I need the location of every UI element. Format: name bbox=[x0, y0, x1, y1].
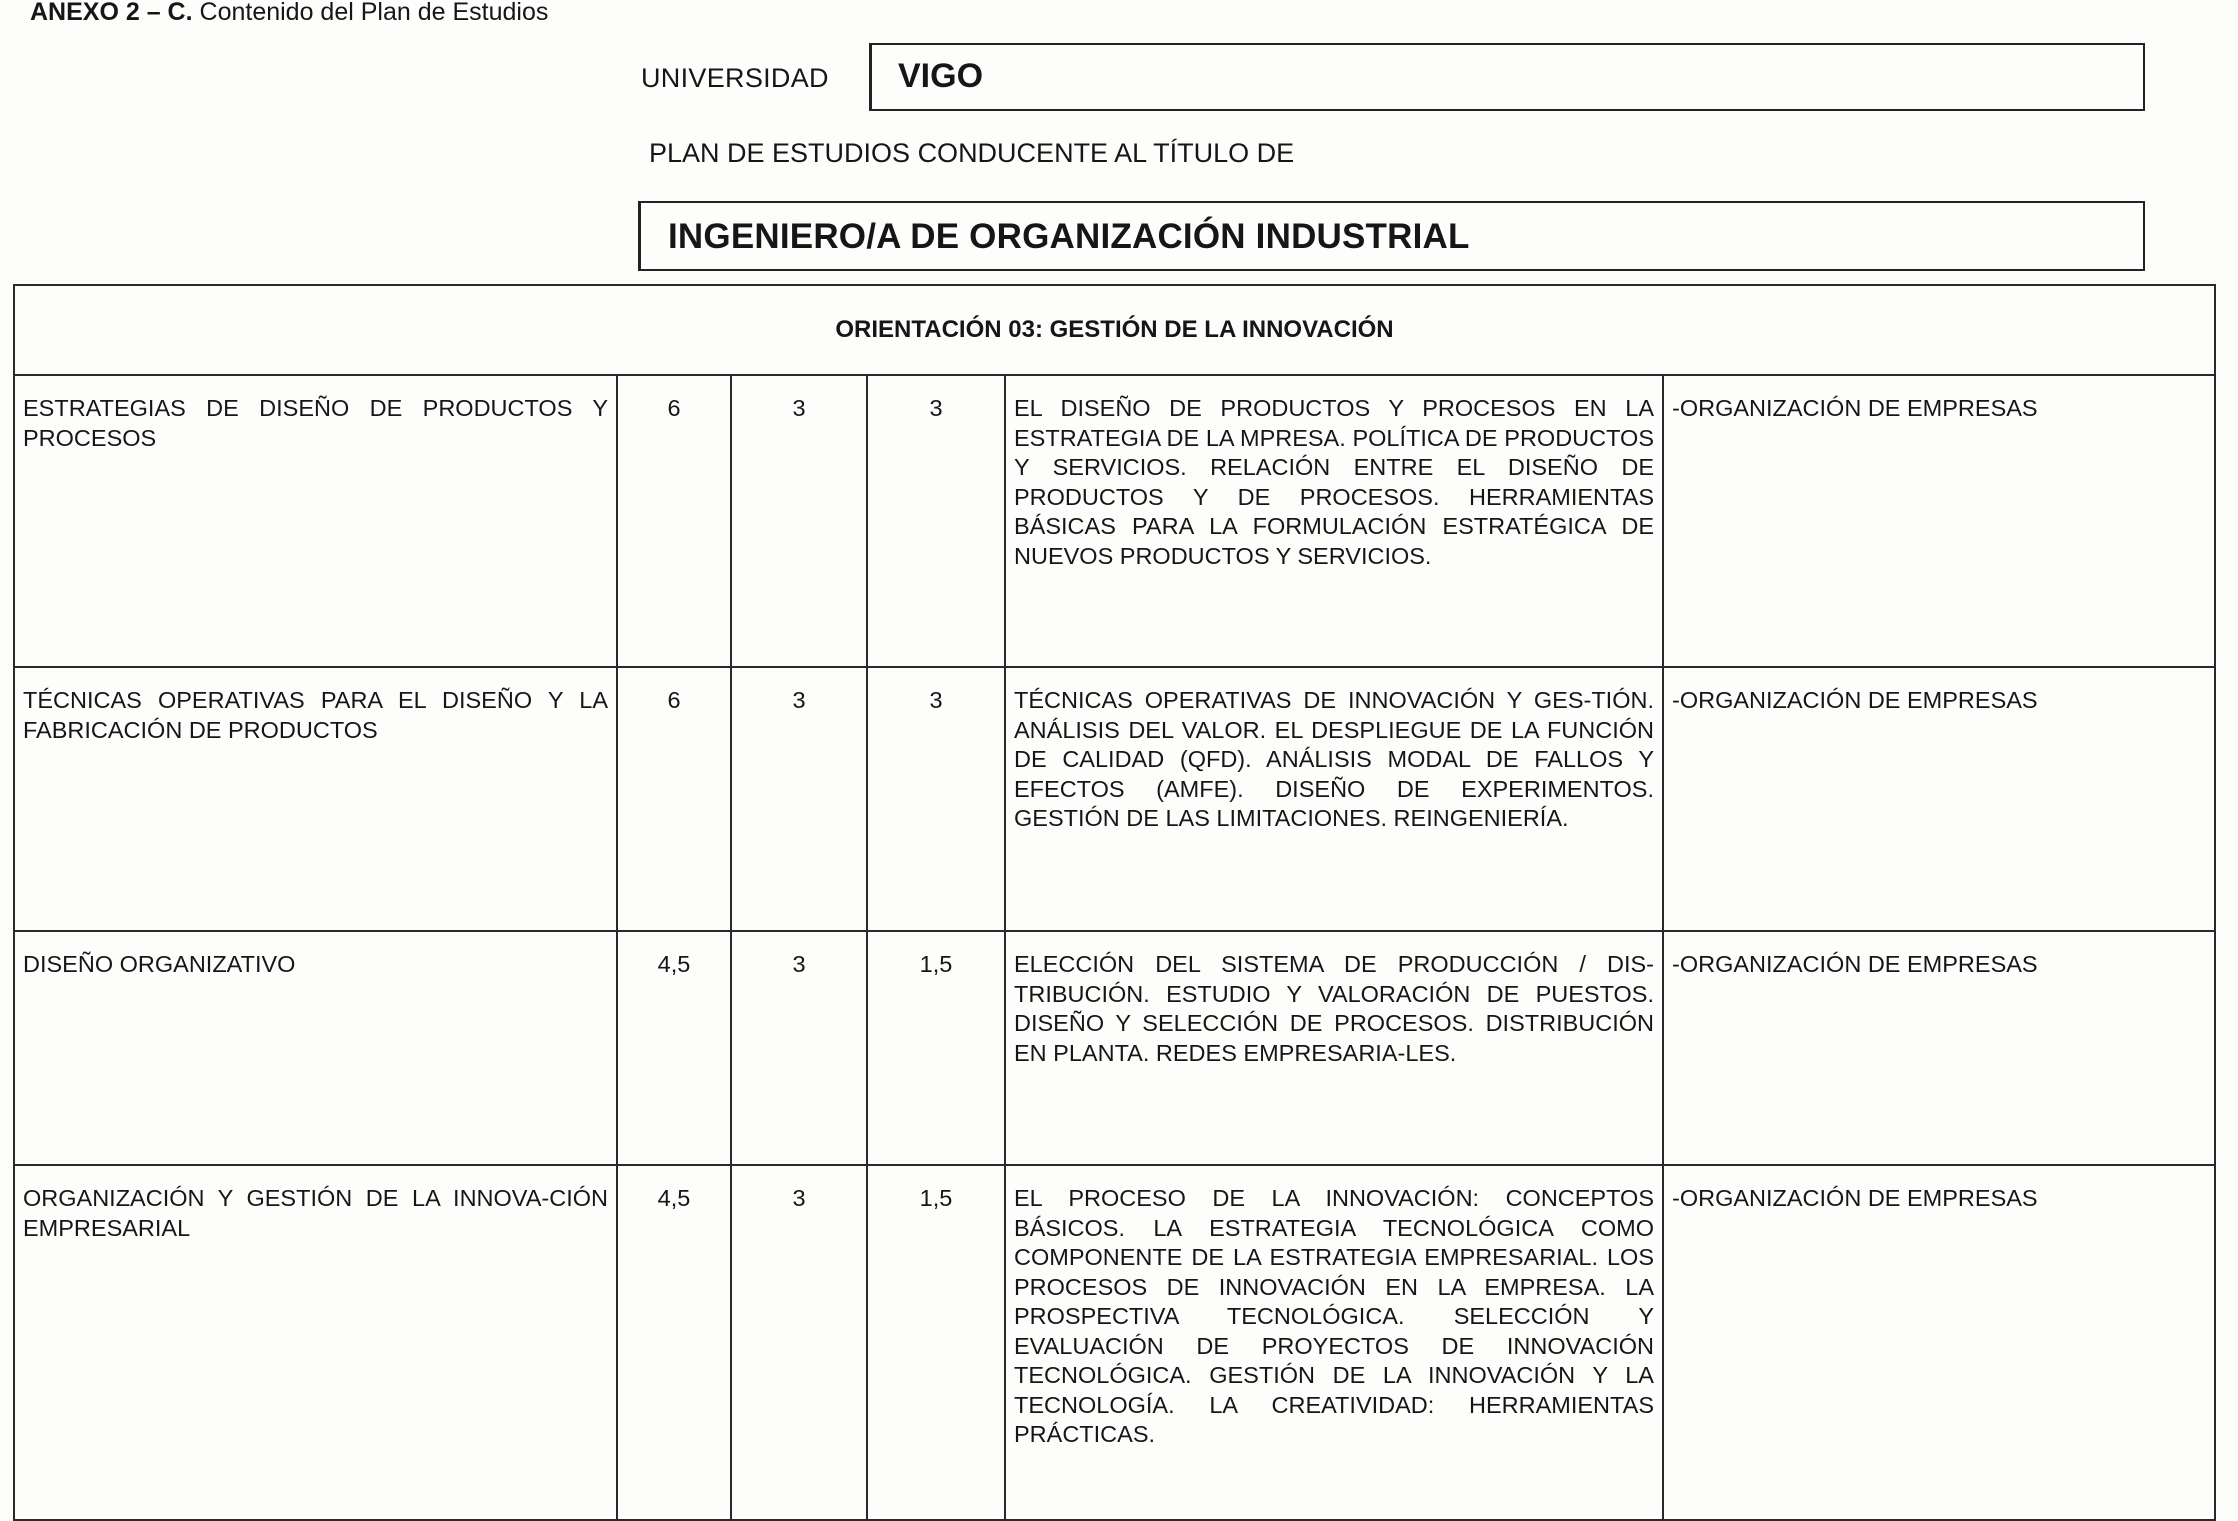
annex-description: Contenido del Plan de Estudios bbox=[192, 0, 549, 26]
orientation-header: ORIENTACIÓN 03: GESTIÓN DE LA INNOVACIÓN bbox=[14, 285, 2215, 375]
universidad-label: UNIVERSIDAD bbox=[641, 63, 829, 93]
theory-credits: 3 bbox=[731, 667, 867, 931]
knowledge-area: -ORGANIZACIÓN DE EMPRESAS bbox=[1663, 931, 2215, 1165]
theory-credits: 3 bbox=[731, 1165, 867, 1520]
degree-title: INGENIERO/A DE ORGANIZACIÓN INDUSTRIAL bbox=[668, 217, 1470, 256]
theory-credits: 3 bbox=[731, 931, 867, 1165]
total-credits: 4,5 bbox=[617, 1165, 731, 1520]
total-credits: 6 bbox=[617, 375, 731, 667]
curriculum-table bbox=[13, 284, 2216, 1521]
practice-credits: 1,5 bbox=[867, 931, 1005, 1165]
theory-credits: 3 bbox=[731, 375, 867, 667]
table-row bbox=[14, 375, 2215, 667]
knowledge-area: -ORGANIZACIÓN DE EMPRESAS bbox=[1663, 667, 2215, 931]
subject-description: TÉCNICAS OPERATIVAS DE INNOVACIÓN Y GES-TIÓN. ANÁLISIS DEL VALOR. EL DESPLIEGUE DE LA FUNCIÓN DE CALIDAD (QFD). ANÁLISIS MODAL DE FALLOS Y EFECTOS (AMFE). DISEÑO DE EXPERIMENTOS. GESTIÓN DE LAS LIMITACIONES. REINGENIERÍA. bbox=[1005, 667, 1663, 931]
subject-name: DISEÑO ORGANIZATIVO bbox=[14, 931, 617, 1165]
total-credits: 4,5 bbox=[617, 931, 731, 1165]
table-row bbox=[14, 931, 2215, 1165]
table-row bbox=[14, 667, 2215, 931]
universidad-box bbox=[869, 43, 2145, 111]
practice-credits: 3 bbox=[867, 667, 1005, 931]
subject-description: EL DISEÑO DE PRODUCTOS Y PROCESOS EN LA ESTRATEGIA DE LA MPRESA. POLÍTICA DE PRODUCTOS Y SERVICIOS. RELACIÓN ENTRE EL DISEÑO DE PRODUCTOS Y DE PROCESOS. HERRAMIENTAS BÁSICAS PARA LA FORMULACIÓN ESTRATÉGICA DE NUEVOS PRODUCTOS Y SERVICIOS. bbox=[1005, 375, 1663, 667]
annex-label: ANEXO 2 – C. bbox=[30, 0, 193, 26]
universidad-value: VIGO bbox=[898, 57, 984, 95]
practice-credits: 3 bbox=[867, 375, 1005, 667]
table-row bbox=[14, 1165, 2215, 1520]
subject-name: ORGANIZACIÓN Y GESTIÓN DE LA INNOVA-CIÓN EMPRESARIAL bbox=[14, 1165, 617, 1520]
subject-name: ESTRATEGIAS DE DISEÑO DE PRODUCTOS Y PROCESOS bbox=[14, 375, 617, 667]
subject-description: ELECCIÓN DEL SISTEMA DE PRODUCCIÓN / DIS-TRIBUCIÓN. ESTUDIO Y VALORACIÓN DE PUESTOS. DISEÑO Y SELECCIÓN DE PROCESOS. DISTRIBUCIÓN EN PLANTA. REDES EMPRESARIA-LES. bbox=[1005, 931, 1663, 1165]
annex-header bbox=[30, 0, 548, 27]
degree-title-box bbox=[638, 201, 2145, 271]
total-credits: 6 bbox=[617, 667, 731, 931]
plan-label: PLAN DE ESTUDIOS CONDUCENTE AL TÍTULO DE bbox=[649, 138, 1295, 168]
knowledge-area: -ORGANIZACIÓN DE EMPRESAS bbox=[1663, 375, 2215, 667]
subject-description: EL PROCESO DE LA INNOVACIÓN: CONCEPTOS BÁSICOS. LA ESTRATEGIA TECNOLÓGICA COMO COMPONENTE DE LA ESTRATEGIA EMPRESARIAL. LOS PROCESOS DE INNOVACIÓN EN LA EMPRESA. LA PROSPECTIVA TECNOLÓGICA. SELECCIÓN Y EVALUACIÓN DE PROYECTOS DE INNOVACIÓN TECNOLÓGICA. GESTIÓN DE LA INNOVACIÓN Y LA TECNOLOGÍA. LA CREATIVIDAD: HERRAMIENTAS PRÁCTICAS. bbox=[1005, 1165, 1663, 1520]
subject-name: TÉCNICAS OPERATIVAS PARA EL DISEÑO Y LA FABRICACIÓN DE PRODUCTOS bbox=[14, 667, 617, 931]
practice-credits: 1,5 bbox=[867, 1165, 1005, 1520]
knowledge-area: -ORGANIZACIÓN DE EMPRESAS bbox=[1663, 1165, 2215, 1520]
